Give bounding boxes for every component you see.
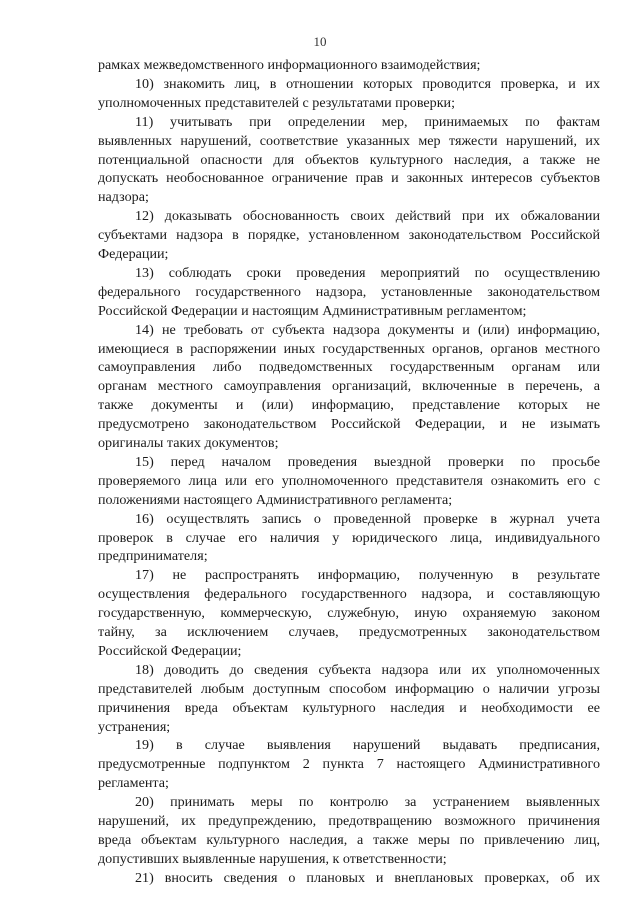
text-line: самоуправления либо подведомственных государственным органам или <box>98 359 600 376</box>
text-line: субъектами надзора в порядке, установленном законодательством Российской <box>98 227 600 244</box>
text-line: выявленных нарушений, соответствие указанных мер тяжести нарушений, их <box>98 132 600 149</box>
text-line: 19) в случае выявления нарушений выдавать предписания, <box>135 737 600 754</box>
text-line: предусмотренные подпунктом 2 пункта 7 настоящего Административного <box>98 756 600 773</box>
text-line: предпринимателя; <box>98 548 208 565</box>
text-line: допустивших выявленные нарушения, к ответственности; <box>98 850 447 867</box>
text-line: 16) осуществлять запись о проведенной проверке в журнал учета <box>135 510 600 527</box>
text-line: 10) знакомить лиц, в отношении которых проводится проверка, и их <box>135 75 600 92</box>
text-line: надзора; <box>98 189 149 206</box>
text-line: органам местного самоуправления организаций, включенные в перечень, а <box>98 378 600 395</box>
text-line: регламента; <box>98 775 169 792</box>
text-line: проверок в случае его наличия у юридического лица, индивидуального <box>98 529 600 546</box>
text-line: 12) доказывать обоснованность своих действий при их обжаловании <box>135 208 600 225</box>
text-line: 21) вносить сведения о плановых и внеплановых проверках, об их <box>135 869 600 886</box>
text-line: 17) не распространять информацию, полученную в результате <box>135 567 600 584</box>
text-line: 15) перед началом проведения выездной проверки по просьбе <box>135 453 600 470</box>
text-line: тайну, за исключением случаев, предусмотренных законодательством <box>98 624 600 640</box>
text-line: Российской Федерации; <box>98 642 242 659</box>
text-line: вреда объектам культурного наследия, а также меры по привлечению лиц, <box>98 831 600 848</box>
text-line: имеющиеся в распоряжении иных государственных органов, органов местного <box>98 340 600 357</box>
text-line: нарушений, их предупреждению, предотвращению возможного причинения <box>98 813 600 829</box>
text-line: причинения вреда объектам культурного наследия и необходимости ее <box>98 699 600 716</box>
text-line: государственную, коммерческую, служебную, иную охраняемую законом <box>98 605 600 622</box>
text-line: рамках межведомственного информационного взаимодействия; <box>98 57 481 73</box>
text-line: уполномоченных представителей с результатами проверки; <box>98 94 455 111</box>
text-line: федерального государственного надзора, установленные законодательством <box>98 283 600 300</box>
text-line: Российской Федерации и настоящим Административным регламентом; <box>98 302 527 319</box>
text-line: устранения; <box>98 718 171 735</box>
text-line: 20) принимать меры по контролю за устранением выявленных <box>135 794 600 811</box>
text-line: также документы и (или) информацию, представление которых не <box>98 397 600 414</box>
text-line: 11) учитывать при определении мер, принимаемых по фактам <box>135 113 600 130</box>
text-line: потенциальной опасности для объектов культурного наследия, а также не <box>98 151 600 168</box>
page-number: 10 <box>313 34 327 49</box>
text-line: положениями настоящего Административного регламента; <box>98 491 453 508</box>
text-line: допускать необоснованное ограничение прав и законных интересов субъектов <box>98 170 600 187</box>
text-line: оригиналы таких документов; <box>98 435 279 451</box>
text-line: осуществления федерального государственного надзора, и составляющую <box>98 586 600 603</box>
text-line: 13) соблюдать сроки проведения мероприятий по осуществлению <box>135 264 600 281</box>
text-line: 18) доводить до сведения субъекта надзора или их уполномоченных <box>135 661 600 678</box>
text-line: проверяемого лица или его уполномоченного представителя ознакомить его с <box>98 472 600 489</box>
text-line: предусмотрено законодательством Российской Федерации, и не изымать <box>98 416 600 433</box>
text-line: Федерации; <box>98 246 169 262</box>
text-line: представителей любым доступным способом информацию о наличии угрозы <box>98 680 600 697</box>
text-line: 14) не требовать от субъекта надзора документы и (или) информацию, <box>135 321 600 338</box>
